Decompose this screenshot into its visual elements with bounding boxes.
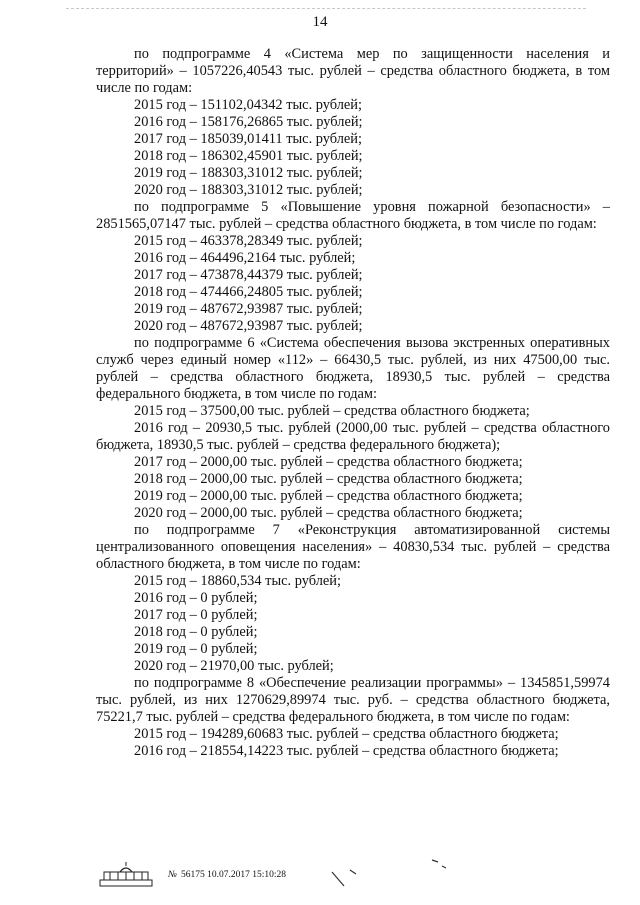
paragraph: по подпрограмме 8 «Обеспечение реализации программы» – 1345851,59974 тыс. рублей, из них 1270629,89974 тыс. руб. – средства областного бюджета, 75221,7 тыс. рублей – средства федерального бюджета, в том числе по годам: <box>96 675 610 725</box>
registration-stamp-text: 56175 10.07.2017 15:10:28 <box>180 870 286 880</box>
year-line: 2015 год – 151102,04342 тыс. рублей; <box>134 97 363 113</box>
paragraph: по подпрограмме 7 «Реконструкция автоматизированной системы централизованного оповещения населения» – 40830,534 тыс. рублей – средства областного бюджета, в том числе по годам: <box>96 522 610 572</box>
year-line: 2017 год – 473878,44379 тыс. рублей; <box>134 267 363 283</box>
year-line: 2017 год – 2000,00 тыс. рублей – средства областного бюджета; <box>134 454 523 470</box>
year-line: 2015 год – 463378,28349 тыс. рублей; <box>134 233 363 249</box>
year-line: 2016 год – 158176,26865 тыс. рублей; <box>134 114 363 130</box>
pen-dot-icon <box>428 856 452 872</box>
year-line: 2018 год – 474466,24805 тыс. рублей; <box>134 284 363 300</box>
year-line: 2016 год – 218554,14223 тыс. рублей – средства областного бюджета; <box>134 743 559 759</box>
year-line: 2017 год – 0 рублей; <box>134 607 258 623</box>
paragraph: 2016 год – 20930,5 тыс. рублей (2000,00 тыс. рублей – средства областного бюджета, 18930,5 тыс. рублей – средства федерального бюджета); <box>96 420 610 453</box>
document-footer <box>98 862 538 892</box>
year-line: 2016 год – 0 рублей; <box>134 590 258 606</box>
year-line: 2018 год – 0 рублей; <box>134 624 258 640</box>
building-seal-icon <box>98 862 154 888</box>
year-line: 2016 год – 464496,2164 тыс. рублей; <box>134 250 356 266</box>
year-line: 2015 год – 18860,534 тыс. рублей; <box>134 573 341 589</box>
paragraph: по подпрограмме 6 «Система обеспечения вызова экстренных оперативных служб через единый номер «112» – 66430,5 тыс. рублей, из них 47500,00 тыс. рублей – средства областного бюджета, 18930,5 тыс. рублей – средства федерального бюджета, в том числе по годам: <box>96 335 610 402</box>
registration-stamp <box>168 870 286 880</box>
year-line: 2019 год – 2000,00 тыс. рублей – средства областного бюджета; <box>134 488 523 504</box>
year-line: 2015 год – 194289,60683 тыс. рублей – средства областного бюджета; <box>134 726 559 742</box>
scan-top-rule <box>66 8 586 9</box>
pen-mark-icon <box>330 868 360 890</box>
year-line: 2020 год – 487672,93987 тыс. рублей; <box>134 318 363 334</box>
year-line: 2018 год – 186302,45901 тыс. рублей; <box>134 148 363 164</box>
year-line: 2019 год – 487672,93987 тыс. рублей; <box>134 301 363 317</box>
year-line: 2020 год – 188303,31012 тыс. рублей; <box>134 182 363 198</box>
number-mark: № <box>168 870 177 880</box>
year-line: 2020 год – 2000,00 тыс. рублей – средства областного бюджета; <box>134 505 523 521</box>
page-number: 14 <box>312 14 328 30</box>
document-body <box>96 46 610 760</box>
year-line: 2019 год – 0 рублей; <box>134 641 258 657</box>
year-line: 2015 год – 37500,00 тыс. рублей – средства областного бюджета; <box>134 403 530 419</box>
paragraph: по подпрограмме 5 «Повышение уровня пожарной безопасности» – 2851565,07147 тыс. рублей – средства областного бюджета, в том числе по годам: <box>96 199 610 232</box>
year-line: 2018 год – 2000,00 тыс. рублей – средства областного бюджета; <box>134 471 523 487</box>
year-line: 2017 год – 185039,01411 тыс. рублей; <box>134 131 363 147</box>
year-line: 2020 год – 21970,00 тыс. рублей; <box>134 658 334 674</box>
paragraph: по подпрограмме 4 «Система мер по защищенности населения и территорий» – 1057226,40543 тыс. рублей – средства областного бюджета, в том числе по годам: <box>96 46 610 96</box>
year-line: 2019 год – 188303,31012 тыс. рублей; <box>134 165 363 181</box>
